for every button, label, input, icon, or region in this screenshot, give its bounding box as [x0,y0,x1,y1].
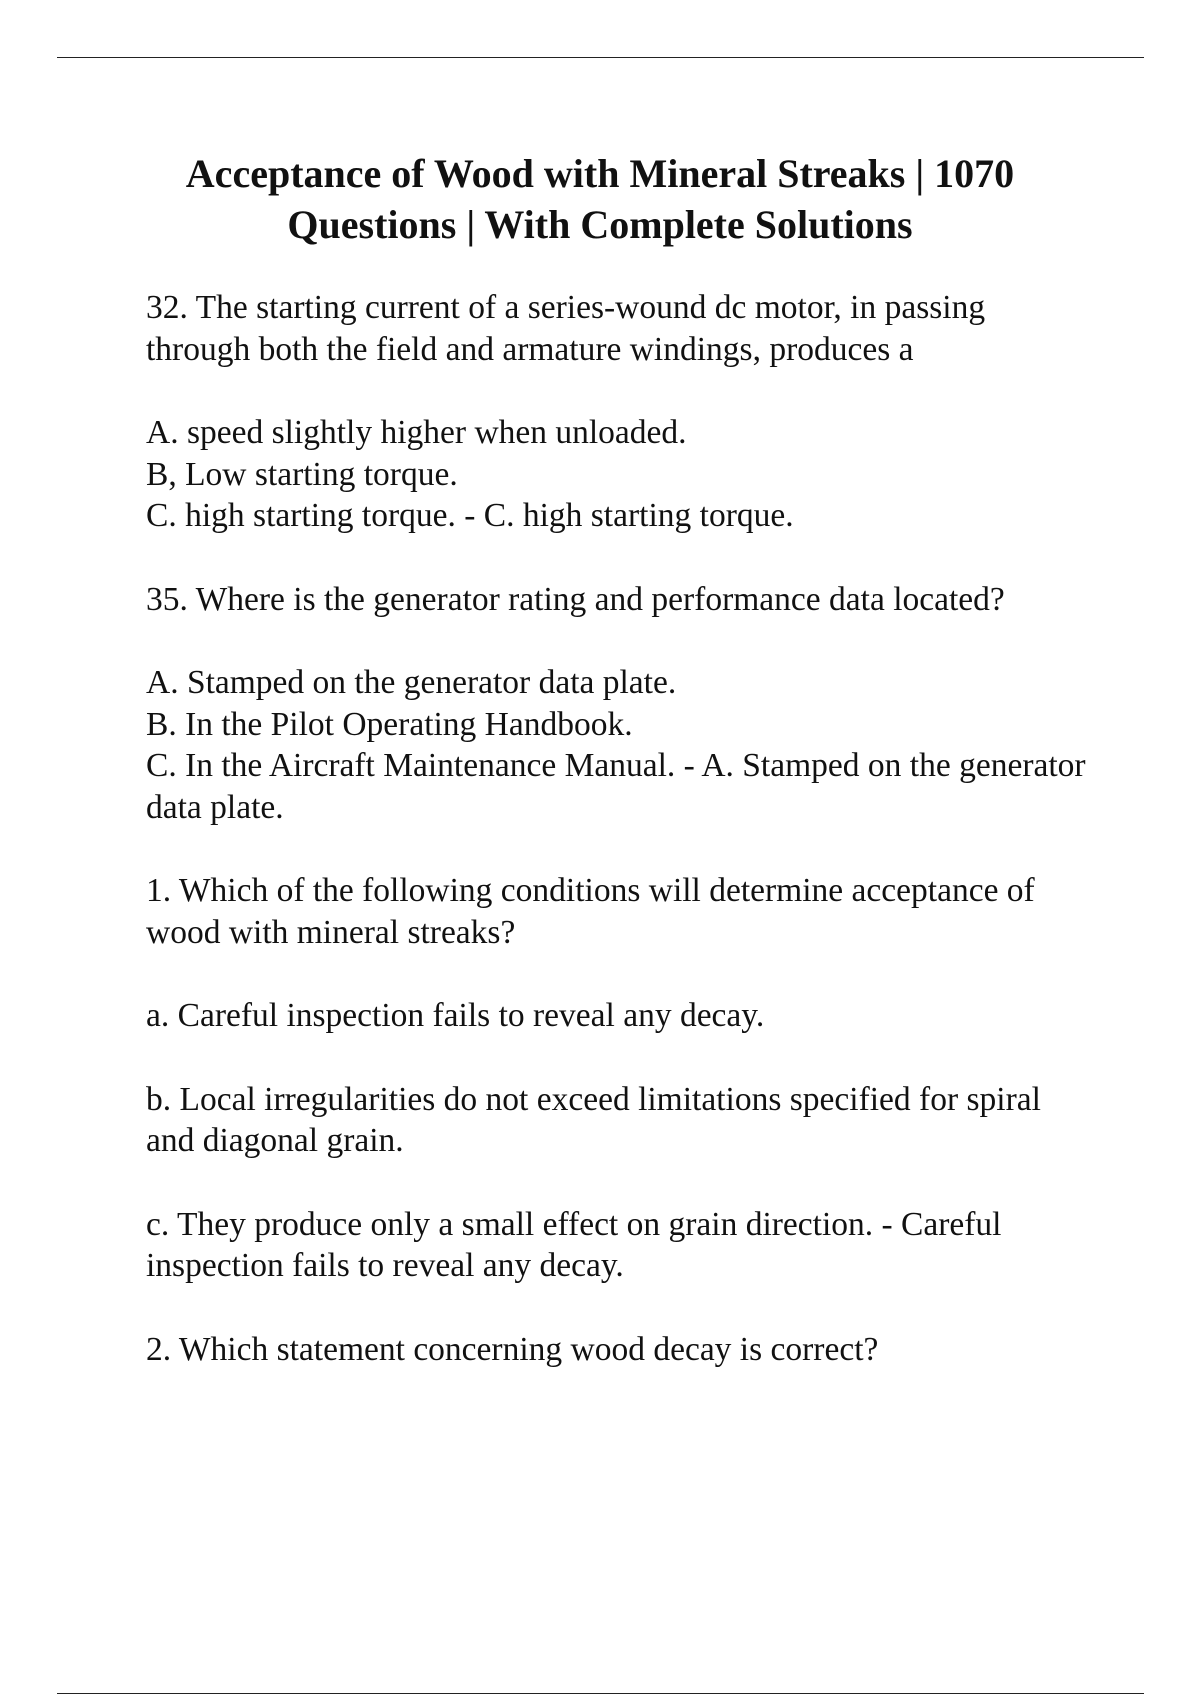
question-1-option-b: b. Local irregularities do not exceed limitations specified for spiral and diagonal grain. [146,1080,1041,1159]
question-1-option-a: a. Careful inspection fails to reveal any decay. [146,997,765,1034]
question-35-options [146,662,1086,828]
question-2: 2. Which statement concerning wood decay is correct? [146,1330,879,1368]
document-body [146,287,1086,1412]
question-35: 35. Where is the generator rating and performance data located? [146,580,1005,618]
question-1: 1. Which of the following conditions will determine acceptance of wood with mineral streaks? [146,872,1035,951]
question-35-option-a: A. Stamped on the generator data plate. [146,664,677,701]
question-32-options [146,412,1086,537]
document-title: Acceptance of Wood with Mineral Streaks | 1070 Questions | With Complete Solutions [185,151,1015,247]
question-32-option-b: B, Low starting torque. [146,455,458,493]
question-32-option-c-answer: C. high starting torque. - C. high starting torque. [146,497,794,534]
question-35-option-b: B. In the Pilot Operating Handbook. [146,705,633,743]
bottom-divider [57,1693,1144,1694]
question-1-option-c-answer: c. They produce only a small effect on grain direction. - Careful inspection fails to reveal any decay. [146,1205,1002,1284]
question-32-option-a: A. speed slightly higher when unloaded. [146,414,687,451]
question-35-option-c-answer: C. In the Aircraft Maintenance Manual. - A. Stamped on the generator data plate. [146,747,1086,826]
top-divider [57,57,1144,58]
question-32: 32. The starting current of a series-wound dc motor, in passing through both the field and armature windings, produces a [146,289,986,368]
